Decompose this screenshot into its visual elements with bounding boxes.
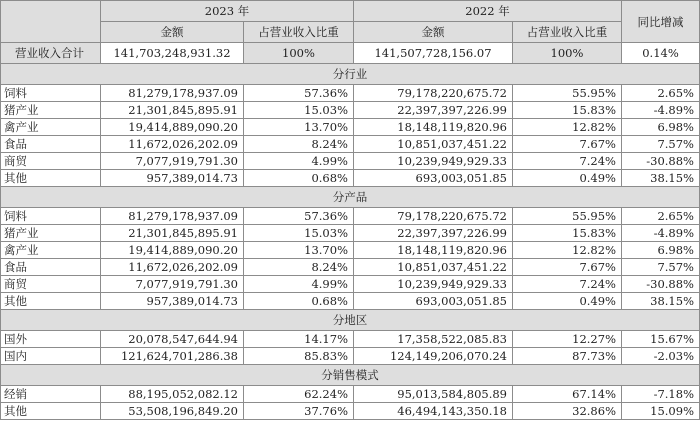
section-title: 分地区 (1, 310, 700, 331)
yoy-change: 38.15% (622, 293, 700, 310)
amount-2022: 10,239,949,929.33 (354, 153, 513, 170)
table-row (1, 208, 700, 225)
row-label: 其他 (1, 403, 101, 420)
header-yoy: 同比增减 (622, 1, 700, 43)
share-2022: 55.95% (513, 85, 622, 102)
yoy-change: -30.88% (622, 153, 700, 170)
amount-2023: 88,195,052,082.12 (101, 386, 244, 403)
share-2022: 12.27% (513, 331, 622, 348)
row-label: 食品 (1, 136, 101, 153)
total-amount-2023: 141,703,248,931.32 (101, 43, 244, 64)
header-year-2022: 2022 年 (354, 1, 622, 22)
amount-2022: 10,851,037,451.22 (354, 259, 513, 276)
amount-2023: 19,414,889,090.20 (101, 242, 244, 259)
section-title: 分产品 (1, 187, 700, 208)
table-row (1, 85, 700, 102)
row-label: 国外 (1, 331, 101, 348)
section-header-row (1, 187, 700, 208)
amount-2023: 53,508,196,849.20 (101, 403, 244, 420)
yoy-change: 15.09% (622, 403, 700, 420)
header-share-2022: 占营业收入比重 (513, 22, 622, 43)
table-row (1, 136, 700, 153)
section-title: 分行业 (1, 64, 700, 85)
share-2023: 13.70% (244, 242, 354, 259)
amount-2023: 957,389,014.73 (101, 293, 244, 310)
share-2023: 15.03% (244, 102, 354, 119)
table-row (1, 348, 700, 365)
total-row (1, 43, 700, 64)
table-row (1, 331, 700, 348)
amount-2022: 46,494,143,350.18 (354, 403, 513, 420)
table-row (1, 225, 700, 242)
section-title: 分销售模式 (1, 365, 700, 386)
table-row (1, 119, 700, 136)
header-row-columns (1, 22, 700, 43)
share-2023: 13.70% (244, 119, 354, 136)
row-label: 食品 (1, 259, 101, 276)
header-amount-2022: 金额 (354, 22, 513, 43)
yoy-change: -4.89% (622, 102, 700, 119)
amount-2022: 18,148,119,820.96 (354, 242, 513, 259)
share-2023: 8.24% (244, 259, 354, 276)
row-label: 其他 (1, 293, 101, 310)
amount-2022: 124,149,206,070.24 (354, 348, 513, 365)
row-label: 商贸 (1, 153, 101, 170)
row-label: 禽产业 (1, 119, 101, 136)
yoy-change: 2.65% (622, 85, 700, 102)
total-yoy: 0.14% (622, 43, 700, 64)
share-2023: 62.24% (244, 386, 354, 403)
amount-2023: 21,301,845,895.91 (101, 225, 244, 242)
total-label: 营业收入合计 (1, 43, 101, 64)
share-2023: 57.36% (244, 85, 354, 102)
amount-2022: 95,013,584,805.89 (354, 386, 513, 403)
amount-2022: 10,239,949,929.33 (354, 276, 513, 293)
share-2022: 15.83% (513, 225, 622, 242)
amount-2023: 21,301,845,895.91 (101, 102, 244, 119)
amount-2022: 79,178,220,675.72 (354, 85, 513, 102)
table-row (1, 170, 700, 187)
amount-2023: 121,624,701,286.38 (101, 348, 244, 365)
header-corner-cell (1, 1, 101, 43)
table-row (1, 102, 700, 119)
share-2022: 12.82% (513, 242, 622, 259)
table-row (1, 259, 700, 276)
section-header-row (1, 365, 700, 386)
share-2023: 15.03% (244, 225, 354, 242)
share-2023: 37.76% (244, 403, 354, 420)
amount-2023: 81,279,178,937.09 (101, 85, 244, 102)
yoy-change: -7.18% (622, 386, 700, 403)
total-share-2023: 100% (244, 43, 354, 64)
yoy-change: 6.98% (622, 242, 700, 259)
amount-2023: 7,077,919,791.30 (101, 153, 244, 170)
row-label: 商贸 (1, 276, 101, 293)
share-2023: 4.99% (244, 276, 354, 293)
share-2022: 7.24% (513, 153, 622, 170)
amount-2023: 11,672,026,202.09 (101, 136, 244, 153)
row-label: 饲料 (1, 208, 101, 225)
amount-2023: 7,077,919,791.30 (101, 276, 244, 293)
share-2022: 0.49% (513, 170, 622, 187)
amount-2022: 22,397,397,226.99 (354, 102, 513, 119)
yoy-change: -4.89% (622, 225, 700, 242)
yoy-change: 7.57% (622, 259, 700, 276)
yoy-change: 15.67% (622, 331, 700, 348)
table-row (1, 386, 700, 403)
section-header-row (1, 310, 700, 331)
amount-2022: 18,148,119,820.96 (354, 119, 513, 136)
total-share-2022: 100% (513, 43, 622, 64)
table-row (1, 153, 700, 170)
amount-2023: 957,389,014.73 (101, 170, 244, 187)
share-2022: 12.82% (513, 119, 622, 136)
share-2023: 85.83% (244, 348, 354, 365)
header-row-years (1, 1, 700, 22)
share-2022: 32.86% (513, 403, 622, 420)
yoy-change: -2.03% (622, 348, 700, 365)
amount-2022: 79,178,220,675.72 (354, 208, 513, 225)
share-2022: 67.14% (513, 386, 622, 403)
header-year-2023: 2023 年 (101, 1, 354, 22)
share-2022: 7.24% (513, 276, 622, 293)
share-2023: 57.36% (244, 208, 354, 225)
share-2023: 14.17% (244, 331, 354, 348)
share-2022: 7.67% (513, 259, 622, 276)
yoy-change: 2.65% (622, 208, 700, 225)
yoy-change: 38.15% (622, 170, 700, 187)
amount-2022: 10,851,037,451.22 (354, 136, 513, 153)
table-row (1, 293, 700, 310)
row-label: 其他 (1, 170, 101, 187)
row-label: 国内 (1, 348, 101, 365)
amount-2022: 22,397,397,226.99 (354, 225, 513, 242)
share-2022: 15.83% (513, 102, 622, 119)
amount-2023: 81,279,178,937.09 (101, 208, 244, 225)
share-2023: 4.99% (244, 153, 354, 170)
share-2022: 55.95% (513, 208, 622, 225)
row-label: 猪产业 (1, 225, 101, 242)
share-2022: 7.67% (513, 136, 622, 153)
row-label: 经销 (1, 386, 101, 403)
amount-2023: 11,672,026,202.09 (101, 259, 244, 276)
header-amount-2023: 金额 (101, 22, 244, 43)
amount-2023: 20,078,547,644.94 (101, 331, 244, 348)
total-amount-2022: 141,507,728,156.07 (354, 43, 513, 64)
table-row (1, 242, 700, 259)
row-label: 猪产业 (1, 102, 101, 119)
table-row (1, 403, 700, 420)
share-2023: 0.68% (244, 170, 354, 187)
section-header-row (1, 64, 700, 85)
header-share-2023: 占营业收入比重 (244, 22, 354, 43)
share-2022: 0.49% (513, 293, 622, 310)
share-2023: 8.24% (244, 136, 354, 153)
amount-2023: 19,414,889,090.20 (101, 119, 244, 136)
row-label: 禽产业 (1, 242, 101, 259)
amount-2022: 693,003,051.85 (354, 293, 513, 310)
yoy-change: 6.98% (622, 119, 700, 136)
share-2022: 87.73% (513, 348, 622, 365)
table-row (1, 276, 700, 293)
amount-2022: 693,003,051.85 (354, 170, 513, 187)
yoy-change: -30.88% (622, 276, 700, 293)
row-label: 饲料 (1, 85, 101, 102)
yoy-change: 7.57% (622, 136, 700, 153)
amount-2022: 17,358,522,085.83 (354, 331, 513, 348)
share-2023: 0.68% (244, 293, 354, 310)
